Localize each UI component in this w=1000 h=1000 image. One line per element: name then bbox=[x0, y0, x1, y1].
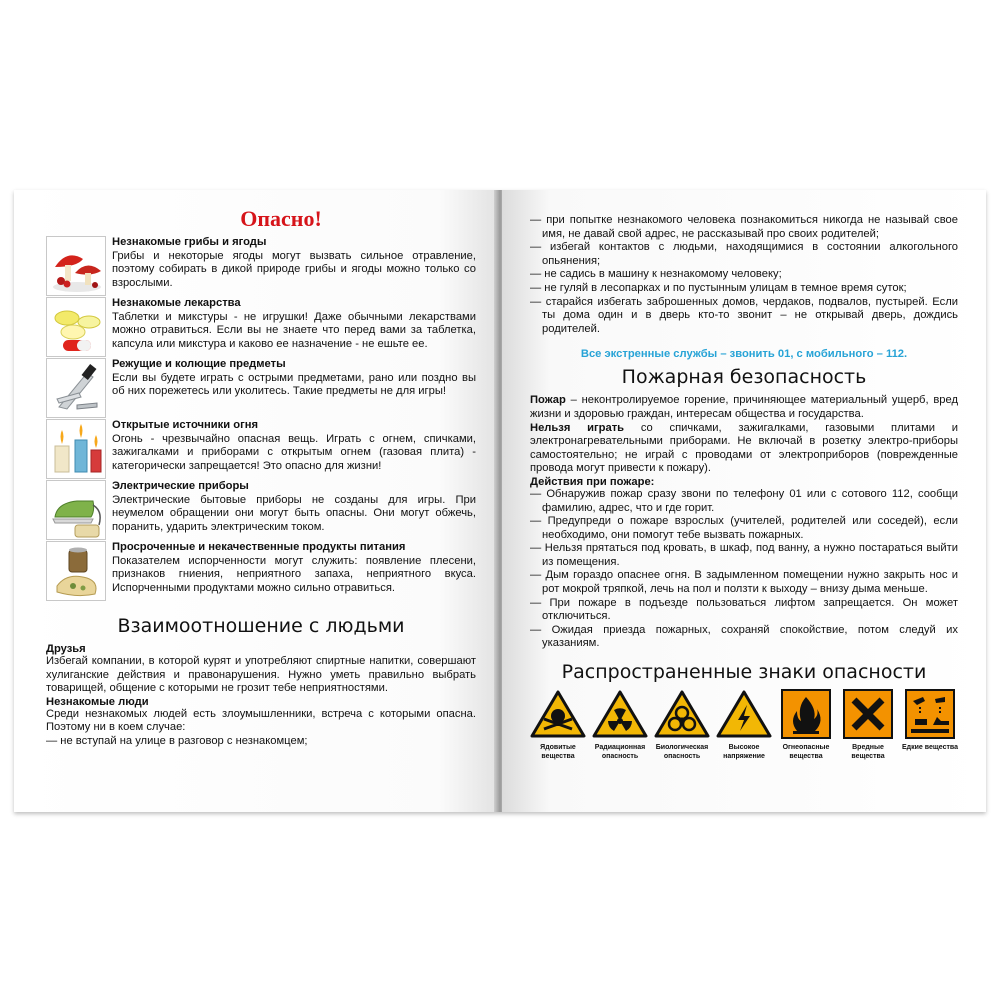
hazard-sign bbox=[530, 689, 586, 761]
relations-heading: Взаимоотношение с людьми bbox=[117, 615, 405, 637]
danger-title: Опасно! bbox=[240, 206, 322, 231]
signs-heading: Распространенные знаки опасности bbox=[561, 661, 927, 684]
hazard-sign bbox=[902, 689, 958, 761]
item-text: Электрические бытовые приборы не созданы для игры. При неумелом обращении они могут быть опасны. Они могут обжечь, поранить, ударить электрическим током. bbox=[112, 493, 476, 533]
list-item: — не вступай на улице в разговор с незнакомцем; bbox=[46, 734, 308, 747]
mushroom-icon bbox=[46, 236, 106, 296]
fire-definition bbox=[530, 394, 958, 421]
friends-title: Друзья bbox=[46, 643, 86, 655]
strangers-list bbox=[46, 735, 476, 749]
item-title: Режущие и колющие предметы bbox=[112, 358, 286, 370]
skull-warning-icon bbox=[530, 689, 586, 739]
emergency-numbers: Все экстренные службы – звонить 01, с мобильного – 112. bbox=[580, 348, 908, 361]
harmful-icon bbox=[843, 689, 893, 739]
list-item: — Дым гораздо опаснее огня. В задымленном помещении нужно закрыть нос и рот мокрой тряпкой, лечь на пол и ползти к выходу – внизу дыма меньше. bbox=[530, 569, 958, 596]
knives-icon bbox=[46, 358, 106, 418]
list-item: — Обнаружив пожар сразу звони по телефону 01 или с сотового 112, сообщи фамилию, адрес, что и где горит. bbox=[530, 487, 958, 514]
spoiled-food-icon bbox=[46, 541, 106, 601]
list-item: — избегай контактов с людьми, находящимися в состоянии алкогольного опьянения; bbox=[530, 241, 958, 267]
list-item: — старайся избегать заброшенных домов, чердаков, подвалов, пустырей. Если ты дома один и в дверь кто-то звонит – не открывай дверь, дождись родителей. bbox=[530, 295, 958, 335]
item-title: Электрические приборы bbox=[112, 480, 249, 492]
sign-label: Огнеопасные вещества bbox=[782, 744, 830, 761]
pills-icon bbox=[46, 297, 106, 357]
strangers-list-continued bbox=[530, 214, 958, 336]
item-title: Просроченные и некачественные продукты питания bbox=[112, 541, 406, 553]
item-text: Огонь - чрезвычайно опасная вещь. Играть с огнем, спичками, зажигалками и приборами с открытым огнем (газовая плита) - категорически запрещается! Это опасно для жизни! bbox=[112, 432, 476, 472]
high-voltage-warning-icon bbox=[716, 689, 772, 739]
hazard-sign bbox=[778, 689, 834, 761]
danger-item bbox=[46, 480, 476, 540]
strangers-text: Среди незнакомых людей есть злоумышленники, встреча с которыми опасна. Поэтому ни в коем случае: bbox=[46, 707, 476, 734]
no-play-rule bbox=[530, 422, 958, 476]
sign-label: Ядовитые вещества bbox=[540, 744, 576, 761]
danger-item bbox=[46, 358, 476, 418]
hazard-sign bbox=[840, 689, 896, 761]
list-item: — не гуляй в лесопарках и по пустынным улицам в темное время суток; bbox=[530, 281, 907, 294]
iron-icon bbox=[46, 480, 106, 540]
fire-term: Пожар bbox=[530, 394, 566, 407]
left-page bbox=[14, 190, 498, 812]
hazard-signs-row bbox=[530, 689, 958, 761]
danger-item bbox=[46, 541, 476, 601]
item-title: Открытые источники огня bbox=[112, 419, 259, 431]
list-item: — Предупреди о пожаре взрослых (учителей, родителей или соседей), если необходимо, они помогут тебе вызвать пожарных. bbox=[530, 515, 958, 541]
booklet-spread bbox=[14, 190, 986, 812]
biohazard-warning-icon bbox=[654, 689, 710, 739]
actions-title: Действия при пожаре: bbox=[530, 475, 655, 488]
sign-label: Высокое напряжение bbox=[723, 744, 765, 761]
item-title: Незнакомые лекарства bbox=[112, 297, 241, 309]
no-play-term: Нельзя играть bbox=[530, 421, 625, 434]
list-item: — Ожидая приезда пожарных, сохраняй спокойствие, потом следуй их указаниям. bbox=[530, 623, 958, 650]
no-play-text: со спичками, зажигалками, газовыми плитами и электронагревательными приборами. Не включай в розетку электро-приборы самостоятельно; не играй с проводами от электроприборов (поврежденные провода могут привести к пожару). bbox=[530, 421, 959, 475]
sign-label: Биологическая опасность bbox=[655, 744, 709, 761]
danger-item bbox=[46, 419, 476, 479]
flammable-icon bbox=[781, 689, 831, 739]
hazard-sign bbox=[716, 689, 772, 761]
sign-label: Радиационная опасность bbox=[594, 744, 646, 761]
fire-actions-list bbox=[530, 488, 958, 651]
fire-heading: Пожарная безопасность bbox=[621, 366, 867, 389]
item-text: Если вы будете играть с острыми предметами, рано или поздно вы об них порежетесь или уколитесь. Такие предметы не для игры! bbox=[112, 371, 476, 398]
list-item: — Нельзя прятаться под кровать, в шкаф, под ванну, а нужно постараться выйти из помещения. bbox=[530, 542, 958, 568]
strangers-title: Незнакомые люди bbox=[46, 695, 149, 708]
hazard-sign bbox=[592, 689, 648, 761]
sign-label: Вредные вещества bbox=[851, 744, 885, 761]
sign-label: Едкие вещества bbox=[902, 744, 958, 752]
radiation-warning-icon bbox=[592, 689, 648, 739]
item-text: Показателем испорченности могут служить: появление плесени, признаков гниения, неприятного запаха, неприятного вкуса. Испорченными продуктами можно сильно отравиться. bbox=[112, 554, 476, 594]
friends-text: Избегай компании, в которой курят и употребляют спиртные напитки, совершают хулиганские действия и правонарушения. Нужно уметь правильно выбрать товарищей, общение с которыми не грозит тебе неприятностями. bbox=[46, 655, 476, 695]
item-text: Грибы и некоторые ягоды могут вызвать сильное отравление, поэтому собирать в дикой природе грибы и ягоды можно только со взрослыми. bbox=[112, 249, 476, 289]
fire-def-text: – неконтролируемое горение, причиняющее материальный ущерб, вред жизни и здоровью граждан, интересам общества и государства. bbox=[530, 394, 958, 420]
list-item: — не садись в машину к незнакомому человеку; bbox=[530, 268, 782, 281]
item-title: Незнакомые грибы и ягоды bbox=[112, 236, 267, 248]
list-item: — При пожаре в подъезде пользоваться лифтом запрещается. Он может отключиться. bbox=[530, 596, 958, 623]
right-page bbox=[502, 190, 986, 812]
corrosive-icon bbox=[905, 689, 955, 739]
danger-item bbox=[46, 297, 476, 357]
candles-icon bbox=[46, 419, 106, 479]
hazard-sign bbox=[654, 689, 710, 761]
danger-items-list bbox=[46, 236, 476, 601]
item-text: Таблетки и микстуры - не игрушки! Даже обычными лекарствами можно отравиться. Если вы не знаете что перед вами за таблетка, капсула или микстура и каково ее назначение - не ешьте ее. bbox=[112, 310, 476, 350]
list-item: — при попытке незнакомого человека познакомиться никогда не называй свое имя, не давай свой адрес, не рассказывай про своих родителей; bbox=[530, 214, 958, 240]
danger-item bbox=[46, 236, 476, 296]
